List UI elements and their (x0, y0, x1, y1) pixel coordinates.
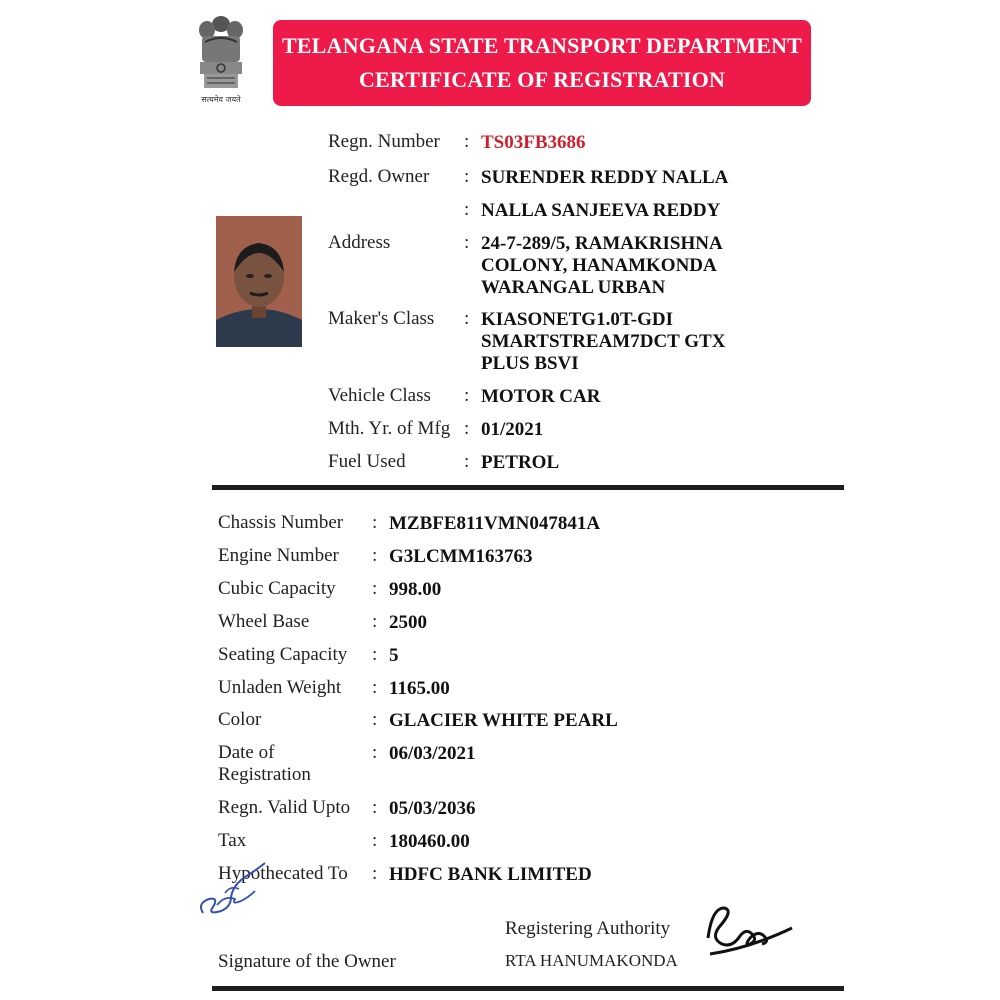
colon: : (372, 742, 378, 763)
valid-upto-value: 05/03/2036 (389, 798, 476, 819)
engine-value: G3LCMM163763 (389, 546, 533, 567)
date-of-registration-label-line: Date of (218, 742, 275, 763)
makers-class-line: SMARTSTREAM7DCT GTX (481, 331, 726, 352)
hypothecated-value: HDFC BANK LIMITED (389, 864, 592, 885)
wheel-base-label: Wheel Base (218, 611, 310, 632)
regn-number-label: Regn. Number (328, 131, 440, 152)
hypothecated-label: Hypothecated To (218, 863, 348, 884)
seating-capacity-label: Seating Capacity (218, 644, 348, 665)
regd-owner-value: SURENDER REDDY NALLA (481, 167, 729, 188)
fuel-label: Fuel Used (328, 451, 406, 472)
cubic-capacity-label: Cubic Capacity (218, 578, 336, 599)
color-label: Color (218, 709, 262, 730)
vehicle-class-label: Vehicle Class (328, 385, 431, 406)
fuel-value: PETROL (481, 452, 560, 473)
colon: : (464, 418, 470, 439)
colon: : (464, 385, 470, 406)
bottom-divider (212, 986, 844, 991)
colon: : (464, 199, 470, 220)
chassis-value: MZBFE811VMN047841A (389, 513, 601, 534)
color-value: GLACIER WHITE PEARL (389, 710, 618, 731)
colon: : (372, 545, 378, 566)
authority-name: RTA HANUMAKONDA (505, 951, 678, 970)
colon: : (372, 677, 378, 698)
colon: : (372, 830, 378, 851)
header-title: TELANGANA STATE TRANSPORT DEPARTMENT (281, 33, 803, 58)
makers-class-line: PLUS BSVI (481, 353, 579, 374)
national-emblem-icon (193, 8, 249, 108)
certificate-header (273, 20, 811, 106)
authority-signature (702, 898, 794, 960)
tax-value: 180460.00 (389, 831, 470, 852)
valid-upto-label: Regn. Valid Upto (218, 797, 351, 818)
tax-label: Tax (218, 830, 247, 851)
colon: : (464, 451, 470, 472)
unladen-weight-label: Unladen Weight (218, 677, 342, 698)
date-of-registration-label-line: Registration (218, 764, 311, 785)
date-of-registration-label (218, 742, 311, 786)
regd-owner-label: Regd. Owner (328, 166, 430, 187)
colon: : (464, 232, 470, 253)
wheel-base-value: 2500 (389, 612, 427, 633)
regn-number-value: TS03FB3686 (481, 132, 586, 153)
owner-signature-label: Signature of the Owner (218, 951, 396, 972)
emblem-motto: सत्यमेव जयते (201, 95, 241, 104)
address-line: WARANGAL URBAN (481, 277, 666, 298)
address-label: Address (328, 232, 391, 253)
owner-photo (216, 216, 302, 347)
colon: : (372, 611, 378, 632)
colon: : (372, 797, 378, 818)
seating-capacity-value: 5 (389, 645, 399, 666)
colon: : (372, 709, 378, 730)
chassis-label: Chassis Number (218, 512, 344, 533)
address-line: 24-7-289/5, RAMAKRISHNA (481, 233, 723, 254)
section-divider (212, 485, 844, 490)
colon: : (372, 578, 378, 599)
cubic-capacity-value: 998.00 (389, 579, 442, 600)
colon: : (372, 644, 378, 665)
makers-class-value (481, 309, 725, 375)
engine-label: Engine Number (218, 545, 339, 566)
owner-signature (195, 855, 275, 925)
colon: : (464, 308, 470, 329)
date-of-registration-value: 06/03/2021 (389, 743, 476, 764)
registering-authority-label: Registering Authority (505, 918, 671, 939)
regd-owner-relation-value: NALLA SANJEEVA REDDY (481, 200, 721, 221)
makers-class-label: Maker's Class (328, 308, 435, 329)
unladen-weight-value: 1165.00 (389, 678, 450, 699)
colon: : (372, 512, 378, 533)
colon: : (464, 166, 470, 187)
mfg-value: 01/2021 (481, 419, 544, 440)
address-line: COLONY, HANAMKONDA (481, 255, 717, 276)
address-value (481, 233, 723, 299)
mfg-label: Mth. Yr. of Mfg (328, 418, 451, 439)
colon: : (372, 863, 378, 884)
header-subtitle: CERTIFICATE OF REGISTRATION (358, 67, 726, 92)
makers-class-line: KIASONETG1.0T-GDI (481, 309, 673, 330)
colon: : (464, 131, 470, 152)
vehicle-class-value: MOTOR CAR (481, 386, 601, 407)
